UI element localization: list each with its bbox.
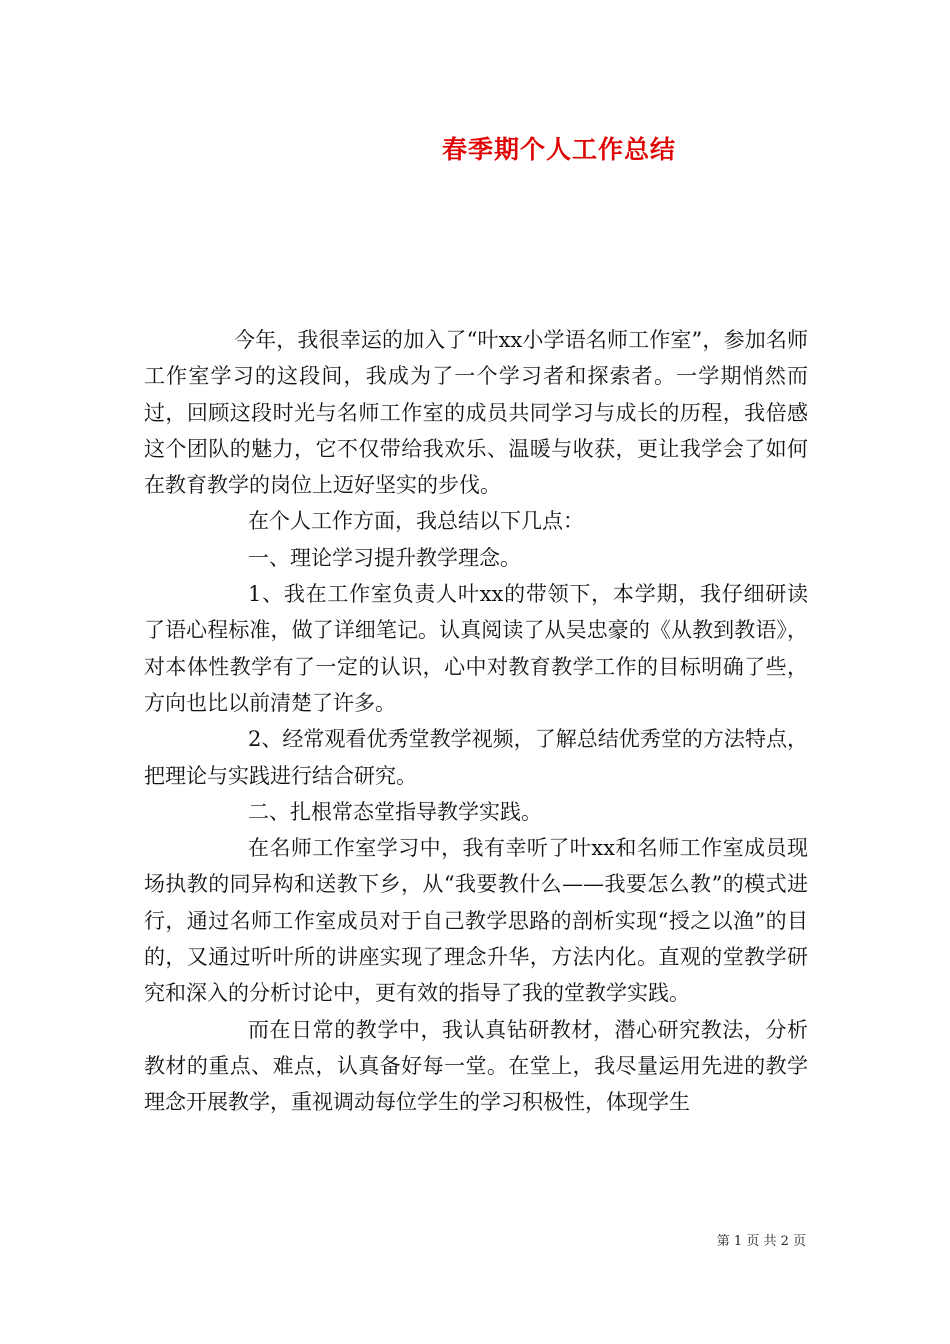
section-heading-theory: 一、理论学习提升教学理念。	[248, 545, 521, 570]
document-title: 春季期个人工作总结	[441, 135, 676, 164]
page-number-footer: 第 1 页 共 2 页	[716, 1234, 806, 1249]
document-body	[144, 322, 808, 1121]
paragraph-practice-2: 而在日常的教学中，我认真钻研教材，潜心研究教法，分析教材的重点、难点，认真备好每一堂。在堂上，我尽量运用先进的教学理念开展教学，重视调动每位学生的学习积极性，体现学生	[144, 1017, 808, 1115]
paragraph-practice-1: 在名师工作室学习中，我有幸听了叶xx和名师工作室成员现场执教的同异构和送教下乡，从“我要教什么——我要怎么教”的模式进行，通过名师工作室成员对于自己教学思路的剖析实现“授之以渔”的目的，又通过听叶所的讲座实现了理念升华，方法内化。直观的堂教学研究和深入的分析讨论中，更有效的指导了我的堂教学实践。	[144, 836, 808, 1006]
paragraph-summary-lead: 在个人工作方面，我总结以下几点：	[248, 509, 584, 534]
paragraph-theory-1: 1、我在工作室负责人叶xx的带领下，本学期，我仔细研读了语心程标准，做了详细笔记。认真阅读了从吴忠豪的《从教到教语》，对本体性教学有了一定的认识，心中对教育教学工作的目标明确了些，方向也比以前清楚了许多。	[144, 582, 808, 715]
paragraph-theory-2: 2、经常观看优秀堂教学视频，了解总结优秀堂的方法特点，把理论与实践进行结合研究。	[144, 727, 808, 788]
section-heading-practice: 二、扎根常态堂指导教学实践。	[248, 799, 542, 824]
paragraph-intro: 今年，我很幸运的加入了“叶xx小学语名师工作室”，参加名师工作室学习的这段间，我成为了一个学习者和探索者。一学期悄然而过，回顾这段时光与名师工作室的成员共同学习与成长的历程，我倍感这个团队的魅力，它不仅带给我欢乐、温暖与收获，更让我学会了如何在教育教学的岗位上迈好坚实的步伐。	[144, 328, 808, 498]
